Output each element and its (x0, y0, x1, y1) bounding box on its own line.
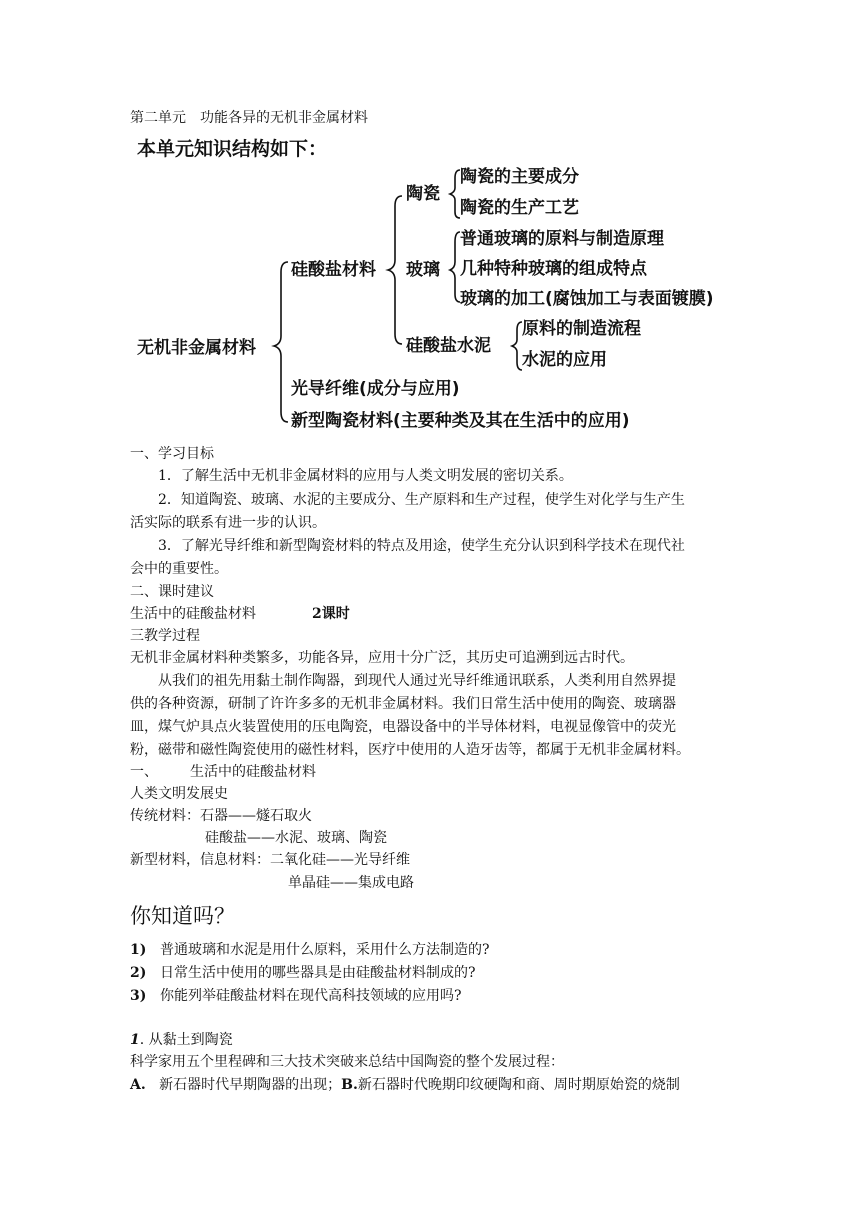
question-number: 2) (130, 965, 147, 981)
tree-new-ceramics: 新型陶瓷材料(主要种类及其在生活中的应用) (291, 411, 630, 431)
goal-3-cont: 会中的重要性。 (130, 561, 228, 577)
glass-item: 普通玻璃的原料与制造原理 (460, 229, 664, 249)
ceramics-brace (450, 170, 460, 218)
traditional-materials: 传统材料：石器——燧石取火 (130, 808, 312, 824)
structure-heading: 本单元知识结构如下： (137, 138, 328, 160)
intro-paragraph: 皿，煤气炉具点火装置使用的压电陶瓷，电器设备中的半导体材料，电视显像管中的荧光 (130, 719, 676, 735)
milestone-line (130, 1075, 680, 1095)
question-text: 普通玻璃和水泥是用什么原料，采用什么方法制造的? (160, 942, 490, 958)
tree-glass: 玻璃 (406, 260, 440, 280)
tree-ceramics: 陶瓷 (406, 184, 440, 204)
goals-heading: 一、学习目标 (130, 446, 214, 462)
hours-value: 2课时 (312, 606, 350, 622)
question-number: 1) (130, 942, 147, 958)
new-materials-cont: 单晶硅——集成电路 (288, 875, 414, 891)
goal-1: 1．了解生活中无机非金属材料的应用与人类文明发展的密切关系。 (158, 468, 573, 484)
cement-item: 水泥的应用 (522, 350, 607, 370)
milestone-intro: 科学家用五个里程碑和三大技术突破来总结中国陶瓷的整个发展过程： (130, 1054, 564, 1070)
cement-item: 原料的制造流程 (522, 319, 641, 339)
tree-silicate: 硅酸盐材料 (291, 260, 376, 280)
milestone-b-label: B. (341, 1077, 358, 1093)
question-number: 3) (130, 988, 147, 1004)
intro-paragraph: 无机非金属材料种类繁多，功能各异，应用十分广泛，其历史可追溯到远古时代。 (130, 650, 634, 666)
tree-cement: 硅酸盐水泥 (406, 336, 491, 356)
goal-2: 2．知道陶瓷、玻璃、水泥的主要成分、生产原料和生产过程，使学生对化学与生产生 (158, 492, 685, 508)
knowledge-tree-braces (0, 0, 860, 440)
goal-3: 3．了解光导纤维和新型陶瓷材料的特点及用途，使学生充分认识到科学技术在现代社 (158, 538, 685, 554)
intro-paragraph: 粉，磁带和磁性陶瓷使用的磁性材料，医疗中使用的人造牙齿等，都属于无机非金属材料。 (130, 742, 690, 758)
hours-topic: 生活中的硅酸盐材料 (130, 606, 256, 622)
hours-heading: 二、课时建议 (130, 584, 214, 600)
ceramics-item: 陶瓷的生产工艺 (460, 198, 579, 218)
subsection-1-title: . 从黏土到陶瓷 (139, 1032, 233, 1048)
civilization-heading: 人类文明发展史 (130, 786, 228, 802)
subsection-1-number: 1 (130, 1032, 140, 1048)
intro-paragraph: 供的各种资源，研制了许许多多的无机非金属材料。我们日常生活中使用的陶瓷、玻璃器 (130, 696, 676, 712)
traditional-materials-cont: 硅酸盐——水泥、玻璃、陶瓷 (205, 830, 387, 846)
unit-title: 第二单元 功能各异的无机非金属材料 (130, 110, 368, 126)
milestone-a-text: 新石器时代早期陶器的出现； (159, 1077, 342, 1093)
question-text: 日常生活中使用的哪些器具是由硅酸盐材料制成的? (160, 965, 476, 981)
did-you-know-heading: 你知道吗？ (130, 904, 235, 928)
milestone-b-text: 新石器时代晚期印纹硬陶和商、周时期原始瓷的烧制 (357, 1077, 680, 1093)
glass-item: 玻璃的加工(腐蚀加工与表面镀膜) (460, 289, 714, 309)
glass-item: 几种特种玻璃的组成特点 (460, 259, 647, 279)
process-heading: 三教学过程 (130, 628, 200, 644)
ceramics-item: 陶瓷的主要成分 (460, 167, 579, 187)
intro-paragraph: 从我们的祖先用黏土制作陶器，到现代人通过光导纤维通讯联系，人类利用自然界提 (158, 673, 676, 689)
subsection-1-heading (130, 1030, 233, 1050)
goal-2-cont: 活实际的联系有进一步的认识。 (130, 515, 326, 531)
section-1-number: 一、 (130, 764, 158, 780)
tree-root: 无机非金属材料 (137, 338, 256, 358)
milestone-a-label: A. (130, 1077, 146, 1093)
cement-brace (512, 322, 522, 370)
root-brace (274, 262, 288, 422)
glass-brace (450, 232, 460, 302)
silicate-brace (388, 196, 402, 344)
tree-fiber: 光导纤维(成分与应用) (291, 379, 460, 399)
new-materials: 新型材料，信息材料：二氧化硅——光导纤维 (130, 852, 410, 868)
question-text: 你能列举硅酸盐材料在现代高科技领域的应用吗? (160, 988, 462, 1004)
section-1-title: 生活中的硅酸盐材料 (190, 764, 316, 780)
